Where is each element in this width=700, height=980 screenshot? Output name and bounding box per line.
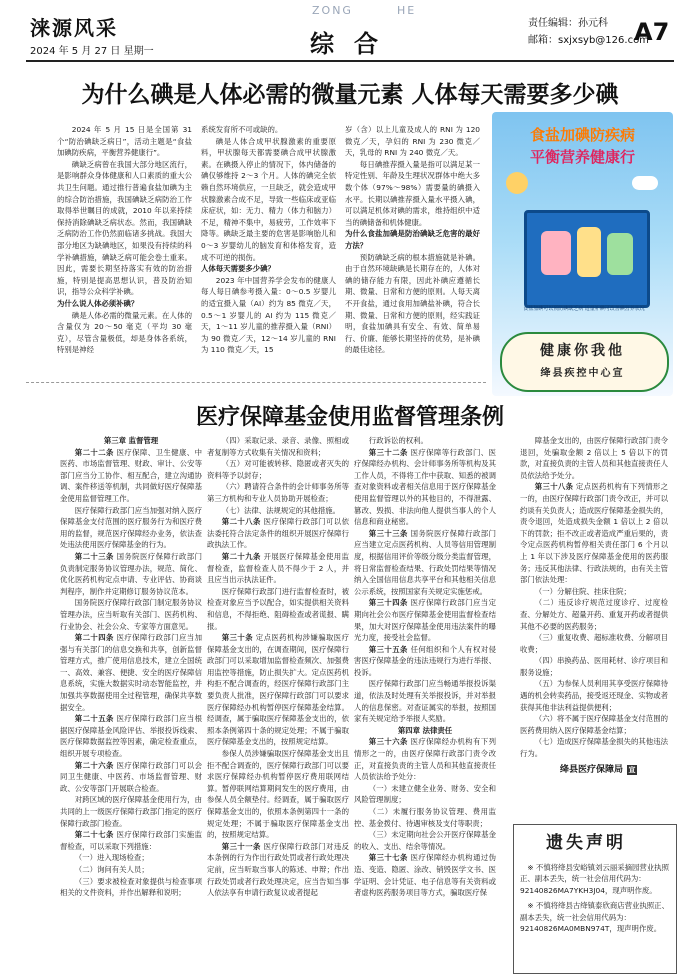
poster-banner-slogan: 健康你我他: [540, 343, 625, 359]
paragraph-text: 医疗保障行政部门实施监督检查，可以采取下列措施：: [60, 830, 202, 851]
paragraph-text: 医疗保障等行政部门、医疗保障经办机构、会计师事务所等机构及其工作人员，不得将工作中获取、知悉的被调查对象资料或者相关信息用于医疗保障基金使用监督管理以外的其他目的，不得泄露、篡改、毁损、非法向他人提供当事人的个人信息和商业秘密。: [354, 447, 496, 527]
paragraph: [354, 644, 496, 679]
paragraph: [207, 458, 349, 481]
paragraph-text: 医疗保障行政部门应当加强与有关部门的信息交换和共享，创新监督管理方式，推广使用信息技术，建立全国统一、高效、兼容、便捷、安全的医疗保障信息系统，实施大数据实时动态智能监控，并加强共享数据使用全过程管理，确保共享数据安全。: [60, 633, 202, 712]
article2-column-2: [207, 435, 349, 899]
paragraph-text: （六）将不属于医疗保障基金支付范围的医药费用纳入医疗保障基金结算；: [520, 714, 668, 735]
paragraph-text: 医疗保障经办机构有下列情形之一的，由医疗保障行政部门责令改正，对直接负责的主管人员和其他直接责任人员依法给予处分：: [354, 737, 496, 782]
article-number: 第三十五条: [368, 644, 408, 654]
paragraph-text: （七）法律、法规规定的其他措施。: [221, 505, 341, 515]
paragraph: [207, 748, 349, 841]
iodine-poster-image: [492, 112, 673, 396]
paragraph-text: 医疗保障行政部门应当加强对纳入医疗保障基金支付范围的医疗服务行为和医疗费用的监督，规范医疗保障经办业务，依法查处违法使用医疗保障基金的行为。: [60, 505, 202, 550]
paragraph-text: （三）未定期向社会公开医疗保障基金的收入、支出、结余等情况。: [354, 830, 496, 851]
paragraph-text: 任何组织和个人有权对侵害医疗保障基金的违法违规行为进行举报、投诉。: [354, 644, 496, 677]
paragraph-text: （一）进入现场检查；: [74, 853, 149, 863]
subheading: 人体每天需要多少碘？: [201, 264, 275, 274]
kid-figure-icon: [607, 233, 633, 275]
paragraph: [520, 632, 668, 655]
paragraph: 系统发育所不可或缺的。: [201, 125, 283, 134]
article-number: 第三十二条: [368, 447, 408, 457]
article-number: 第三十一条: [221, 841, 261, 851]
paragraph: [520, 435, 668, 481]
paragraph-text: 医疗保障行政部门应当定期向社会公布医疗保障基金使用监督检查结果，加大对医疗保障基金使用违法案件的曝光力度，接受社会监督。: [354, 598, 496, 643]
paragraph-text: 医疗保障行政部门可以会同卫生健康、中医药、市场监督管理、财政、公安等部门开展联合检查。: [60, 760, 202, 793]
chapter-heading: 第三章 监督管理: [103, 436, 159, 445]
notice-item: ※ 不慎将绛县安峪镇刘云丽采摘园营业执照正、副本丢失，统一社会信用代码为：92140826MA7YKH3J04，现声明作废。: [520, 863, 669, 895]
paragraph-text: （五）为参保人员利用其享受医疗保障待遇的机会转卖药品，接受返还现金、实物或者获得其他非法利益提供便利；: [520, 679, 668, 712]
paragraph-text: （二）询问有关人员；: [74, 864, 149, 874]
paragraph: [60, 852, 202, 864]
paragraph-text: 医疗保障经办机构通过伪造、变造、隐匿、涂改、销毁医学文书、医学证明、会计凭证、电子信息等有关资料或者虚构医药服务项目等方式，骗取医疗保: [354, 853, 496, 898]
paragraph: [354, 528, 496, 598]
article-number: 第三十六条: [368, 737, 408, 747]
paragraph: [354, 783, 496, 806]
cloud-icon: [632, 176, 658, 190]
paragraph: [207, 841, 349, 899]
article2-column-3: [354, 435, 496, 899]
paragraph: [207, 505, 349, 517]
article-number: 第二十七条: [74, 830, 114, 840]
notice-item: ※ 不慎将绛县古绛镇泰欣商店营业执照正、副本丢失，统一社会信用代码为：92140826MA0MBN974T，现声明作废。: [520, 901, 669, 934]
article-number: 第二十六条: [74, 760, 114, 770]
paragraph-text: 医疗保障行政部门可以依法委托符合法定条件的组织开展医疗保障行政执法工作。: [207, 517, 349, 550]
article2-column-4: [520, 435, 668, 760]
article1-column-3: [345, 124, 480, 356]
kid-figure-icon: [541, 231, 571, 275]
credit-mark: 宣: [628, 766, 636, 774]
paragraph: [60, 632, 202, 713]
article-number: 第三十七条: [368, 853, 408, 863]
paragraph-text: （二）未履行服务协议管理、费用监控、基金拨付、待遇审核及支付等职责；: [354, 807, 496, 828]
paragraph-text: 参保人员涉嫌骗取医疗保障基金支出且拒不配合调查的，医疗保障行政部门可以要求医疗保障经办机构暂停医疗费用联网结算。暂停联网结算期间发生的医疗费用，由参保人员全额垫付。经调查，属于骗取医疗保障基金支出的，依照本条例第四十一条的规定处理；不属于骗取医疗保障基金支出的，按照规定结算。: [207, 749, 349, 840]
article2-credit: [560, 762, 637, 775]
paragraph: [520, 678, 668, 713]
poster-banner-org: 绛县疾控中心宣: [540, 368, 625, 379]
paragraph: [207, 481, 349, 504]
issue-date: 2024 年 5 月 27 日 星期一: [30, 46, 154, 57]
paragraph-text: （四）串换药品、医用耗材、诊疗项目和服务设施；: [520, 656, 668, 677]
article2-column-1: [60, 435, 202, 899]
paragraph-text: 医疗保障行政部门对违反本条例的行为作出行政处罚或者行政处理决定前，应当听取当事人的陈述、申辩；作出行政处罚或者行政处理决定，应当告知当事人依法享有申请行政复议或者提起: [207, 841, 349, 898]
section-divider: [26, 382, 486, 383]
poster-line-1: 食盐加碘防疾病: [529, 126, 635, 144]
paragraph: [60, 713, 202, 759]
paragraph-text: （六）聘请符合条件的会计师事务所等第三方机构和专业人员协助开展检查；: [207, 482, 349, 503]
article-number: 第二十四条: [74, 633, 114, 643]
article1-column-1: [57, 124, 192, 356]
paragraph-text: 国务院医疗保障行政部门负责制定服务协议管理办法，规范、简化、优化医药机构定点申请、专业评估、协商谈判程序，制作并定期修订服务协议范本。: [60, 551, 202, 596]
paragraph: 每日碘推荐摄入量是指可以满足某一特定性别、年龄及生理状况群体中绝大多数个体（97%～98%）需要量的碘摄入水平。长期以碘推荐摄入量水平摄入碘，可以满足机体对碘的需求，维持组织中适当的碘储备和机体健康。: [345, 159, 480, 227]
paragraph-text: （五）对可能被转移、隐匿或者灭失的资料等予以封存；: [207, 459, 349, 480]
subheading: 为什么食盐加碘是防治碘缺乏危害的最好方法？: [345, 229, 480, 250]
article-number: 第二十八条: [221, 517, 261, 527]
paragraph: [207, 516, 349, 551]
paragraph-text: 医疗保障行政部门进行监督检查时，被检查对象应当予以配合，如实提供相关资料和信息，不得拒绝、阻碍检查或者谎报、瞒报。: [207, 586, 349, 631]
section-english-left: ZONG: [312, 4, 353, 17]
paragraph-text: （七）造成医疗保障基金损失的其他违法行为。: [520, 737, 668, 759]
article-number: 第二十五条: [74, 714, 114, 724]
paragraph-text: 医疗保障行政部门应当畅通举报投诉渠道，依法及时处理有关举报投诉，并对举报人的信息保密。对查证属实的举报，按照国家有关规定给予举报人奖励。: [354, 679, 496, 724]
paragraph: [207, 632, 349, 748]
article-number: 第三十条: [221, 633, 254, 643]
article-number: 第三十四条: [368, 598, 408, 608]
paragraph: [60, 551, 202, 597]
paragraph: 预防碘缺乏病的根本措施就是补碘。由于自然环境缺碘是长期存在的，人体对碘的储存能力有限，因此补碘应遵循长期、微量、日常和方便的原则。人每天离不开食盐，通过食用加碘盐补碘，符合长期、微量、日常和方便的原则，经实践证明，食盐加碘具有安全、有效、简单易行、价廉、能够长期坚持的优势，是补碘的最佳途径。: [345, 252, 480, 355]
paragraph: [354, 852, 496, 898]
paragraph: [60, 760, 202, 795]
section-title: 综合: [310, 30, 398, 58]
article1-headline: 为什么碘是人体必需的微量元素 人体每天需要多少碘: [81, 81, 619, 108]
paragraph-text: 定点医药机构有下列情形之一的，由医疗保障行政部门责令改正，并可以约谈有关负责人；造成医疗保障基金损失的，责令退回，处造成损失金额 1 倍以上 2 倍以下的罚款；拒不改正或者造成严重后果的，责令定点医药机构暂停相关责任部门 6 个月以上 1 年以下涉及医疗保障基金使用的医药服务；违反其他法律、行政法规的，由有关主管部门依法处理：: [520, 482, 668, 585]
paragraph: [60, 597, 202, 632]
paragraph: [520, 736, 668, 759]
paragraph-text: 定点医药机构涉嫌骗取医疗保障基金支出的，在调查期间，医疗保障行政部门可以采取增加监督检查频次、加强费用监控等措施，防止损失扩大。定点医药机构拒不配合调查的，经医疗保障行政部门主要负责人批准，医疗保障行政部门可以要求医疗保障经办机构暂停医疗保障基金结算。经调查，属于骗取医疗保障基金支出的，依照本条例第四十条的规定处理；不属于骗取医疗保障基金支出的，按照规定结算。: [207, 633, 349, 747]
paragraph-text: 行政诉讼的权利。: [368, 436, 428, 445]
article-number: 第三十八条: [534, 482, 574, 492]
paragraph-text: （三）重复收费、超标准收费、分解项目收费；: [520, 633, 668, 654]
paragraph: [520, 713, 668, 736]
page-number: A7: [634, 18, 670, 46]
paragraph: [60, 864, 202, 876]
paragraph-text: 国务院医疗保障行政部门应当建立定点医药机构、人员等信用管理制度，根据信用评价等级分级分类监督管理，将日常监督检查结果、行政处罚结果等情况纳入全国信用信息共享平台和其他相关信息公示系统，按照国家有关规定实施惩戒。: [354, 528, 496, 596]
paragraph-text: 开展医疗保障基金使用监督检查，监督检查人员不得少于 2 人，并且应当出示执法证件。: [207, 551, 349, 585]
paragraph: 岁（含）以上儿童及成人的 RNI 为 120 微克／天，孕妇的 RNI 为 230 微克／天，乳母的 RNI 为 240 微克／天。: [345, 125, 480, 158]
lost-notice-title: 遗失声明: [546, 833, 626, 853]
poster-caption: 食盐加碘可以预防碘缺乏病 适量补碘可改善碘营养状况: [523, 306, 645, 312]
paragraph: [60, 505, 202, 551]
paragraph-text: 医疗保障行政部门应当根据医疗保障基金风险评估、举报投诉线索、医疗保障数据监控等因素，确定检查重点，组织开展专项检查。: [60, 714, 202, 759]
paragraph: 2024 年 5 月 15 日是全国第 31 个“防治碘缺乏病日”，活动主题是“食盐加碘防疾病，平衡营养健康行”。: [57, 125, 192, 158]
paragraph: 碘是人体必需的微量元素。在人体的含量仅为 20～50 毫克（平均 30 毫克），尽管含量极低，却是身体各系统，特别是神经: [57, 310, 192, 355]
paragraph: 碘是人体合成甲状腺激素的重要原料，甲状腺每天都需要碘合成甲状腺激素。在碘摄入停止的情况下，体内储备的碘仅够维持 2～3 个月。人体的碘完全依赖自然环境供应，一旦缺乏，就会造成甲状腺激素合成不足，导致一些临床或亚临床症状，如：无力、精力（体力和脑力）不足，精神不集中，易疲劳，工作效率下降等。碘缺乏最主要的危害是影响胎儿和 0～3 岁婴幼儿的脑发育和体格发育，造成不可逆的损伤。: [201, 136, 336, 262]
credit-org: 绛县医疗保障局: [560, 765, 624, 775]
article2-headline: 医疗保障基金使用监督管理条例: [195, 404, 504, 430]
paragraph: [354, 678, 496, 724]
paragraph: [354, 447, 496, 528]
paragraph-text: （二）违反诊疗规范过度诊疗、过度检查、分解处方、超量开药、重复开药或者提供其他不必要的医药服务；: [520, 598, 668, 631]
paragraph-text: 障基金支出的，由医疗保障行政部门责令退回，处骗取金额 2 倍以上 5 倍以下的罚款，对直接负责的主管人员和其他直接责任人员依法给予处分。: [520, 436, 668, 480]
header-rule: [26, 60, 674, 62]
section-english-right: HE: [396, 4, 417, 17]
paragraph: [520, 597, 668, 632]
article-number: 第二十九条: [221, 551, 261, 561]
subheading: 为什么说人体必须补碘？: [57, 298, 139, 308]
poster-screen: [524, 210, 650, 308]
section-english: [312, 4, 416, 17]
lost-notice-body: [520, 862, 670, 938]
paragraph-text: （一）未建立健全业务、财务、安全和风险管理制度；: [354, 783, 496, 805]
paragraph: [354, 597, 496, 643]
chapter-heading: 第四章 法律责任: [397, 725, 453, 735]
sun-icon: [506, 172, 528, 194]
article-number: 第三十三条: [368, 528, 408, 538]
paragraph: [60, 829, 202, 852]
paragraph: [520, 586, 668, 598]
article-number: 第二十三条: [74, 551, 114, 561]
paragraph-text: （一）分解住院、挂床住院；: [534, 586, 631, 596]
page-header: [0, 0, 700, 62]
paragraph: [354, 829, 496, 852]
paragraph: [354, 736, 496, 782]
article1-column-2: [201, 124, 336, 356]
paragraph: [207, 435, 349, 458]
article-number: 第二十二条: [74, 447, 114, 457]
editor-name: 责任编辑：孙元科: [528, 18, 608, 29]
paragraph-text: 对跨区域的医疗保障基金使用行为，由共同的上一级医疗保障行政部门指定的医疗保障行政部门检查。: [60, 795, 202, 828]
poster-line-2: 平衡营养健康行: [529, 148, 635, 166]
editor-email: 邮箱：sxjxsyb@126.com: [528, 35, 649, 46]
paragraph: [354, 806, 496, 829]
paragraph: 碘缺乏病曾在我国大部分地区流行，是影响群众身体健康和人口素质的重大公共卫生问题。通过推行普遍食盐加碘为主的综合防治措施，我国碘缺乏病防治工作取得举世瞩目的成就，2010 年以来持续保持消除碘缺乏病状态。然而，我国碘缺乏病防治工作仍然面临诸多挑战。我国大部分地区为缺碘地区，如果没有持续的科学补碘措施，碘缺乏病可能会卷土重来。因此，需要长期坚持落实有效的防治措施，特别是提高思想认识，普及防治知识，指导公众科学补碘。: [57, 159, 192, 297]
paragraph: [520, 481, 668, 585]
kid-figure-icon: [577, 227, 601, 277]
paragraph: [354, 435, 496, 447]
paragraph: [207, 586, 349, 632]
paragraph: [60, 447, 202, 505]
paragraph: [520, 655, 668, 678]
newspaper-logo: 涞源风采: [30, 16, 118, 40]
paragraph: [60, 876, 202, 899]
paragraph: [207, 551, 349, 586]
paragraph: 2023 年中国营养学会发布的健康人每人每日碘参考摄入量：0～0.5 岁婴儿的适宜摄入量（AI）约为 85 微克／天，0.5～1 岁婴儿的 AI 约为 115 微克／天，1～11 岁儿童的推荐摄入量（RNI）为 90 微克／天，12～14 岁儿童的 RNI 为 110 微克／天，15: [201, 275, 336, 355]
paragraph-text: （四）采取记录、录音、录像、照相或者复制等方式收集有关情况和资料；: [207, 436, 349, 457]
paragraph: [60, 794, 202, 829]
paragraph-text: （三）要求被检查对象提供与检查事项相关的文件资料，并作出解释和说明；: [60, 876, 202, 898]
paragraph-text: 国务院医疗保障行政部门制定服务协议管理办法，应当听取有关部门、医药机构、行业协会、社会公众、专家等方面意见。: [60, 598, 202, 631]
paragraph-text: 医疗保障、卫生健康、中医药、市场监督管理、财政、审计、公安等部门应当分工协作、相互配合，建立沟通协调、案件移送等机制，共同做好医疗保障基金使用监督管理工作。: [60, 447, 202, 503]
